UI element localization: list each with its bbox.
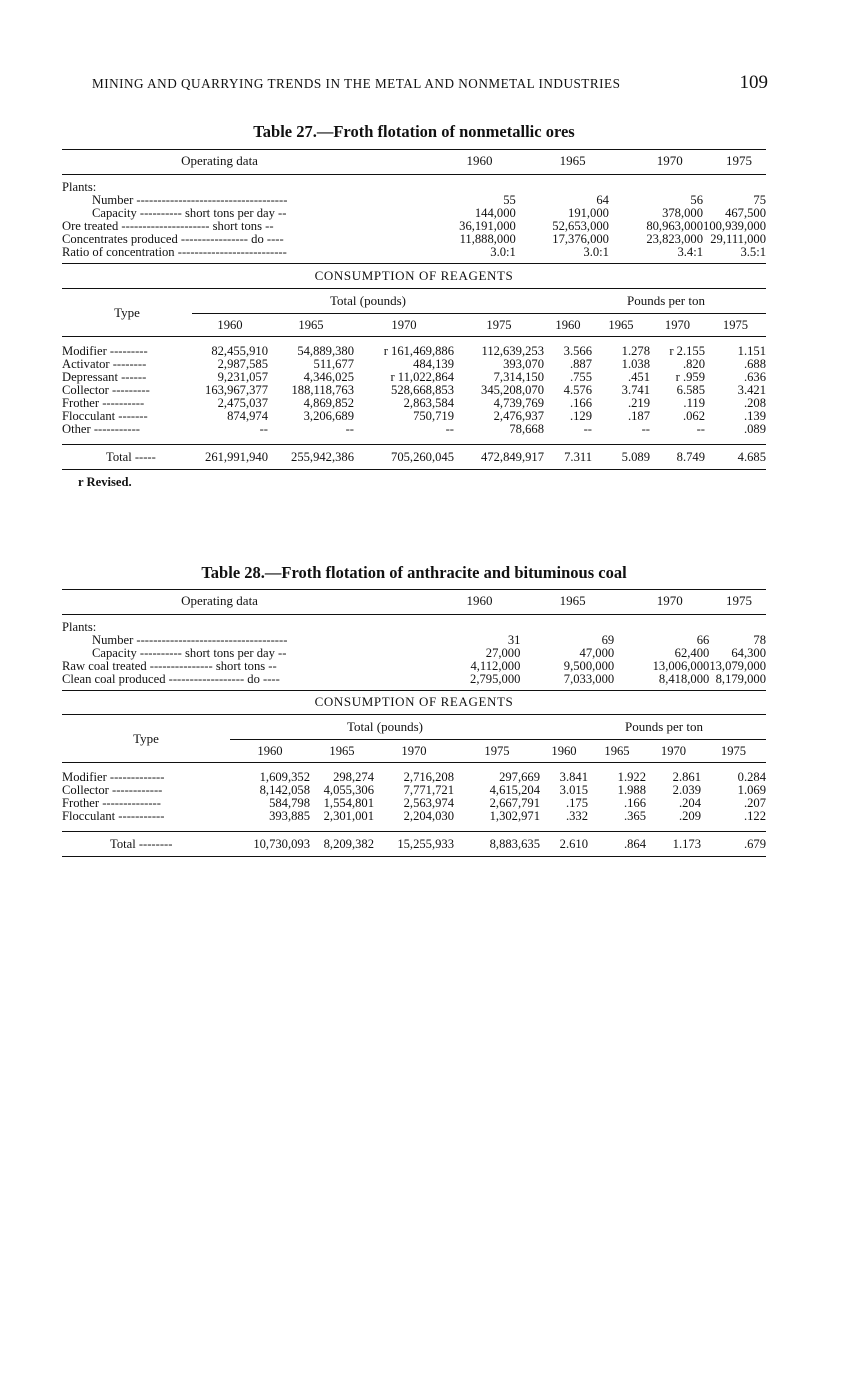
- cell-value: 163,967,377: [205, 383, 268, 397]
- op-header-year: 1970: [656, 593, 683, 608]
- cell-value: 64: [596, 193, 609, 207]
- cell-value: .207: [743, 796, 766, 810]
- cell-value: 393,885: [269, 809, 310, 823]
- cell-value: 378,000: [662, 206, 703, 220]
- cell-value: 75: [753, 193, 766, 207]
- op-header-year: 1965: [559, 593, 586, 608]
- table-27-reag-header-row: [62, 289, 766, 314]
- running-head: [92, 72, 768, 94]
- cell-value: 6.585: [676, 383, 705, 397]
- cell-value: 255,942,386: [268, 445, 354, 470]
- table-27-reagents: [62, 289, 766, 470]
- cell-value: 10,730,093: [230, 832, 310, 857]
- cell-value: 2.610: [540, 832, 588, 857]
- cell-value: .204: [678, 796, 701, 810]
- row-label: Flocculant -----------: [62, 809, 165, 823]
- op-header-year: 1975: [726, 153, 752, 168]
- cell-value: 297,669: [499, 770, 540, 784]
- row-label: Depressant ------: [62, 370, 147, 384]
- cell-value: 17,376,000: [552, 232, 609, 246]
- reag-year: 1960: [257, 744, 283, 758]
- cell-value: 27,000: [485, 646, 521, 660]
- reag-year: 1975: [720, 744, 747, 758]
- cell-value: 4,739,769: [493, 396, 544, 410]
- cell-value: r .959: [675, 370, 705, 384]
- cell-value: 66: [696, 633, 710, 647]
- reag-year: 1965: [604, 744, 630, 758]
- cell-value: .122: [743, 809, 766, 823]
- cell-value: .139: [743, 409, 766, 423]
- cell-value: .365: [623, 809, 646, 823]
- cell-value: 100,939,000: [703, 219, 766, 233]
- cell-value: 31: [507, 633, 521, 647]
- cell-value: 4,615,204: [489, 783, 540, 797]
- cell-value: 2,301,001: [323, 809, 374, 823]
- row-label: Concentrates produced ---------------- do ----: [62, 232, 284, 246]
- cell-value: --: [696, 422, 705, 436]
- cell-value: 2,863,584: [403, 396, 454, 410]
- cell-value: .887: [569, 357, 592, 371]
- cell-value: 2,987,585: [217, 357, 268, 371]
- cell-value: 7,771,721: [403, 783, 454, 797]
- row-label: Collector ------------: [62, 783, 163, 797]
- table-27-op-bottom-rule: [62, 263, 766, 264]
- reag-header-total: Total (pounds): [230, 715, 540, 740]
- op-header-year: 1975: [726, 593, 752, 608]
- cell-value: --: [259, 422, 268, 436]
- cell-value: 7,314,150: [493, 370, 544, 384]
- cell-value: --: [583, 422, 592, 436]
- cell-value: 261,991,940: [192, 445, 268, 470]
- cell-value: 3.566: [563, 344, 592, 358]
- reag-year: 1970: [664, 318, 691, 332]
- reag-year: 1960: [555, 318, 581, 332]
- table-28-op-bottom-rule: [62, 690, 766, 691]
- table-row-total: [62, 832, 766, 857]
- row-label: Plants:: [62, 180, 97, 194]
- row-label: Number ------------------------------------: [92, 193, 288, 207]
- page-number: 109: [739, 72, 768, 93]
- row-label: Raw coal treated --------------- short tons --: [62, 659, 277, 673]
- cell-value: .175: [565, 796, 588, 810]
- row-label: Capacity ---------- short tons per day --: [92, 206, 287, 220]
- cell-value: 47,000: [579, 646, 615, 660]
- table-27-reagents-heading: CONSUMPTION OF REAGENTS: [314, 268, 514, 283]
- cell-value: 82,455,910: [211, 344, 268, 358]
- cell-value: 7,033,000: [563, 672, 615, 686]
- cell-value: .755: [569, 370, 592, 384]
- cell-value: --: [641, 422, 650, 436]
- cell-value: 13,006,000: [652, 659, 710, 673]
- cell-value: 2,795,000: [470, 672, 521, 686]
- reag-year: 1965: [608, 318, 634, 332]
- reag-header-type: Type: [133, 730, 159, 746]
- cell-value: 345,208,070: [481, 383, 544, 397]
- row-label: Number ------------------------------------: [92, 633, 288, 647]
- cell-value: --: [445, 422, 454, 436]
- cell-value: 9,500,000: [563, 659, 615, 673]
- reag-year: 1970: [401, 744, 427, 758]
- row-label: Modifier -------------: [62, 770, 165, 784]
- table-28-header-rule: [62, 614, 766, 615]
- cell-value: 7.311: [544, 445, 592, 470]
- op-header-year: 1960: [466, 593, 493, 608]
- cell-value: 13,079,000: [709, 659, 766, 673]
- cell-value: 1,302,971: [489, 809, 540, 823]
- cell-value: r 11,022,864: [390, 370, 454, 384]
- table-row-total: [62, 445, 766, 470]
- cell-value: 528,668,853: [391, 383, 454, 397]
- cell-value: .129: [569, 409, 592, 423]
- cell-value: .688: [743, 357, 766, 371]
- cell-value: 56: [690, 193, 703, 207]
- row-label: Ratio of concentration --------------------------: [62, 245, 287, 259]
- cell-value: 3.5:1: [740, 245, 766, 259]
- op-header-label: Operating data: [181, 593, 258, 608]
- cell-value: .679: [701, 832, 766, 857]
- table-27-title: Table 27.—Froth flotation of nonmetallic ores: [253, 122, 575, 141]
- cell-value: 4,055,306: [323, 783, 374, 797]
- cell-value: .864: [588, 832, 646, 857]
- cell-value: 8,883,635: [454, 832, 540, 857]
- row-label: Flocculant -------: [62, 409, 148, 423]
- cell-value: 4.576: [563, 383, 592, 397]
- op-header-year: 1960: [466, 153, 493, 168]
- cell-value: 3.841: [559, 770, 588, 784]
- cell-value: .062: [682, 409, 705, 423]
- cell-value: .119: [683, 396, 705, 410]
- cell-value: 15,255,933: [374, 832, 454, 857]
- table-row: [62, 423, 766, 436]
- table-27-operating-data: [62, 150, 766, 172]
- cell-value: 191,000: [568, 206, 609, 220]
- cell-value: 4,869,852: [303, 396, 354, 410]
- cell-value: 4,112,000: [470, 659, 521, 673]
- cell-value: 2,476,937: [493, 409, 544, 423]
- table-28-reagents: [62, 715, 766, 857]
- row-label: Modifier ---------: [62, 344, 148, 358]
- table-row: [62, 410, 766, 423]
- cell-value: 23,823,000: [646, 232, 703, 246]
- running-head-title: MINING AND QUARRYING TRENDS IN THE METAL AND NONMETAL INDUSTRIES: [92, 76, 621, 91]
- cell-value: 3.015: [559, 783, 588, 797]
- cell-value: 3.741: [621, 383, 650, 397]
- cell-value: 2.861: [672, 770, 701, 784]
- cell-value: 5.089: [592, 445, 650, 470]
- cell-value: r 2.155: [669, 344, 705, 358]
- cell-value: .187: [627, 409, 650, 423]
- cell-value: 9,231,057: [217, 370, 268, 384]
- row-label: Clean coal produced ------------------ do ----: [62, 672, 280, 686]
- reag-header-per-ton: Pounds per ton: [540, 715, 766, 740]
- cell-value: 2,716,208: [403, 770, 454, 784]
- cell-value: .332: [565, 809, 588, 823]
- cell-value: 298,274: [333, 770, 374, 784]
- cell-value: 1.173: [646, 832, 701, 857]
- cell-value: .166: [623, 796, 646, 810]
- cell-value: 0.284: [737, 770, 766, 784]
- cell-value: 1.038: [621, 357, 650, 371]
- reag-header-per-ton: Pounds per ton: [544, 289, 766, 314]
- reag-year: 1960: [217, 318, 243, 332]
- table-27-op-header-row: [62, 150, 766, 172]
- cell-value: .089: [743, 422, 766, 436]
- cell-value: 2,475,037: [217, 396, 268, 410]
- row-label: Frother --------------: [62, 796, 161, 810]
- cell-value: 484,139: [413, 357, 454, 371]
- table-28-operating-rows: [62, 621, 766, 686]
- cell-value: .208: [743, 396, 766, 410]
- reag-header-type: Type: [114, 304, 140, 320]
- op-header-label: Operating data: [181, 153, 258, 168]
- cell-value: .209: [678, 809, 701, 823]
- cell-value: 52,653,000: [552, 219, 609, 233]
- reag-header-total: Total (pounds): [192, 289, 544, 314]
- cell-value: 1.151: [737, 344, 766, 358]
- op-header-year: 1970: [656, 153, 683, 168]
- cell-value: 467,500: [725, 206, 766, 220]
- cell-value: 112,639,253: [481, 344, 544, 358]
- cell-value: .636: [743, 370, 766, 384]
- cell-value: .451: [627, 370, 650, 384]
- cell-value: 11,888,000: [459, 232, 516, 246]
- cell-value: 3.0:1: [490, 245, 516, 259]
- cell-value: 750,719: [413, 409, 454, 423]
- cell-value: 3.421: [737, 383, 766, 397]
- cell-value: 393,070: [503, 357, 544, 371]
- table-28-title: Table 28.—Froth flotation of anthracite and bituminous coal: [201, 563, 627, 582]
- table-27-operating-rows: [62, 181, 766, 259]
- cell-value: 1.922: [617, 770, 646, 784]
- table-28-op-header-row: [62, 590, 766, 612]
- table-row: [62, 810, 766, 823]
- cell-value: 2,563,974: [403, 796, 454, 810]
- cell-value: 69: [601, 633, 615, 647]
- table-28-reag-header-row: [62, 715, 766, 740]
- table-28-operating-data: [62, 590, 766, 612]
- reag-year: 1965: [329, 744, 355, 758]
- cell-value: 4,346,025: [303, 370, 354, 384]
- cell-value: 8.749: [650, 445, 705, 470]
- cell-value: 144,000: [474, 206, 516, 220]
- table-27-footnote: r Revised.: [78, 475, 132, 489]
- cell-value: 2.039: [672, 783, 701, 797]
- row-label: Collector ---------: [62, 383, 150, 397]
- row-label: Activator --------: [62, 357, 147, 371]
- cell-value: 8,142,058: [259, 783, 310, 797]
- op-header-year: 1965: [559, 153, 586, 168]
- row-label: Other -----------: [62, 422, 140, 436]
- cell-value: 8,418,000: [658, 672, 710, 686]
- reag-year: 1965: [298, 318, 324, 332]
- cell-value: 472,849,917: [454, 445, 544, 470]
- cell-value: 29,111,000: [710, 232, 766, 246]
- cell-value: 62,400: [674, 646, 710, 660]
- cell-value: 1.988: [617, 783, 646, 797]
- row-label: Total --------: [62, 832, 230, 857]
- cell-value: 80,963,000: [646, 219, 703, 233]
- cell-value: 2,204,030: [403, 809, 454, 823]
- row-label: Ore treated --------------------- short tons --: [62, 219, 274, 233]
- cell-value: 55: [503, 193, 516, 207]
- cell-value: .166: [569, 396, 592, 410]
- cell-value: 1.278: [621, 344, 650, 358]
- cell-value: 511,677: [313, 357, 354, 371]
- cell-value: 3.0:1: [583, 245, 609, 259]
- cell-value: 78,668: [509, 422, 544, 436]
- reag-year: 1975: [722, 318, 749, 332]
- reag-year: 1975: [486, 318, 512, 332]
- cell-value: r 161,469,886: [383, 344, 454, 358]
- cell-value: 1,554,801: [323, 796, 374, 810]
- table-row: [62, 673, 766, 686]
- row-label: Plants:: [62, 620, 97, 634]
- cell-value: 188,118,763: [291, 383, 354, 397]
- cell-value: .219: [627, 396, 650, 410]
- cell-value: 2,667,791: [489, 796, 540, 810]
- row-label: Frother ----------: [62, 396, 145, 410]
- cell-value: 8,179,000: [715, 672, 766, 686]
- cell-value: 584,798: [269, 796, 310, 810]
- table-28-reagents-heading: CONSUMPTION OF REAGENTS: [314, 694, 514, 709]
- reag-year: 1970: [660, 744, 687, 758]
- reag-year: 1975: [484, 744, 510, 758]
- cell-value: 78: [753, 633, 766, 647]
- row-label: Total -----: [62, 445, 192, 470]
- cell-value: .820: [682, 357, 705, 371]
- cell-value: 64,300: [731, 646, 766, 660]
- cell-value: 4.685: [705, 445, 766, 470]
- cell-value: 1,609,352: [259, 770, 310, 784]
- cell-value: --: [345, 422, 354, 436]
- cell-value: 8,209,382: [310, 832, 374, 857]
- table-row: [62, 246, 766, 259]
- table-27-header-rule: [62, 174, 766, 175]
- reag-year: 1970: [391, 318, 417, 332]
- row-label: Capacity ---------- short tons per day --: [92, 646, 287, 660]
- cell-value: 3,206,689: [303, 409, 354, 423]
- reag-year: 1960: [551, 744, 577, 758]
- cell-value: 705,260,045: [354, 445, 454, 470]
- cell-value: 54,889,380: [297, 344, 354, 358]
- cell-value: 3.4:1: [677, 245, 703, 259]
- cell-value: 874,974: [227, 409, 268, 423]
- cell-value: 1.069: [737, 783, 766, 797]
- cell-value: 36,191,000: [459, 219, 516, 233]
